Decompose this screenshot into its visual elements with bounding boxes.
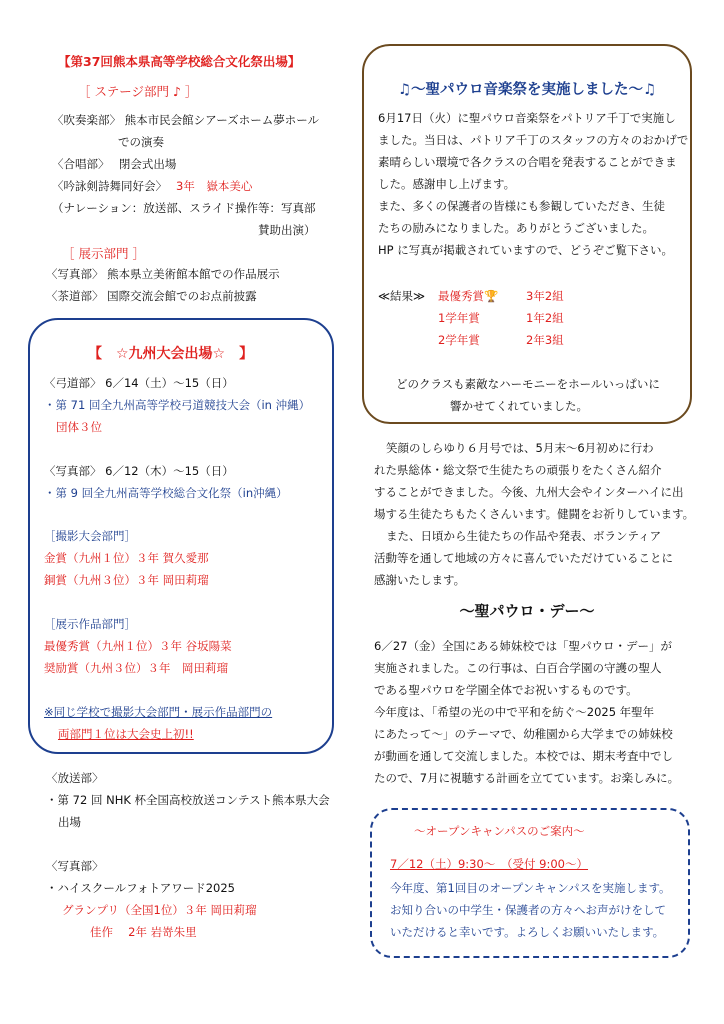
message-line: 場する生徒たちもたくさんいます。健闘をお祈りしています。 [374, 507, 695, 521]
photo2-header: 〈写真部〉 [46, 859, 104, 873]
message-line: 感謝いたします。 [374, 573, 466, 587]
paul-day-body: にあたって～」のテーマで、幼稚園から大学までの姉妹校 [374, 727, 673, 741]
concert-body: した。感謝申し上げます。 [378, 177, 516, 191]
concert-body: たちの励みになりました。ありがとうございました。 [378, 221, 654, 235]
result-award: 最優秀賞🏆 [438, 289, 499, 303]
concert-title: ♫～聖パウロ音楽祭を実施しました～♫ [398, 82, 656, 98]
open-campus-title: ～オープンキャンパスのご案内～ [414, 824, 585, 838]
broadcast-header: 〈放送部〉 [46, 771, 104, 785]
display-award: 最優秀賞（九州１位）３年 谷坂陽菜 [44, 639, 232, 653]
archery-date: 〈弓道部〉 6／14（土）～15（日） [44, 376, 234, 390]
result-class: 1年2組 [526, 311, 564, 325]
concert-body: ました。当日は、パトリア千丁のスタッフの方々のおかげで [378, 133, 689, 147]
photo2-award: 佳作 2年 岩嵜朱里 [90, 925, 197, 939]
stage-line: 〈合唱部〉 閉会式出場 [52, 157, 177, 171]
open-campus-body: 今年度、第1回目のオープンキャンパスを実施します。 [390, 881, 671, 895]
stage-line: （ナレーション：放送部、スライド操作等：写真部 [52, 201, 316, 215]
broadcast-line: ・第 72 回 NHK 杯全国高校放送コンテスト熊本県大会 [46, 793, 330, 807]
stage-line: 〈吹奏楽部〉 熊本市民会館シアーズホーム夢ホール [52, 113, 320, 127]
result-award: 1学年賞 [438, 311, 480, 325]
photo2-award: グランプリ（全国1位）３年 岡田莉瑠 [62, 903, 257, 917]
concert-closing: 響かせてくれていました。 [450, 399, 588, 413]
stage-line: での演奏 [118, 135, 164, 149]
record-note: 両部門１位は大会史上初!! [58, 727, 194, 741]
photo-date: 〈写真部〉 6／12（木）～15（日） [44, 464, 234, 478]
message-line: することができました。今後、九州大会やインターハイに出 [374, 485, 684, 499]
archery-result: 団体３位 [56, 420, 102, 434]
paul-day-body: である聖パウロを学園全体でお祝いするものです。 [374, 683, 638, 697]
display-header: ［展示作品部門］ [44, 617, 136, 631]
photo2-event: ・ハイスクールフォトアワード2025 [46, 881, 235, 895]
results-label: ≪結果≫ [378, 289, 426, 303]
broadcast-line: 出場 [58, 815, 81, 829]
record-note: ※同じ学校で撮影大会部門・展示作品部門の [44, 705, 273, 719]
ginei-member: 3年 嶽本美心 [176, 179, 253, 193]
display-award: 奨励賞（九州３位）３年 岡田莉瑠 [44, 661, 228, 675]
message-line: 笑顔のしらゆり６月号では、5月末～6月初めに行わ [386, 441, 654, 455]
concert-body: 素晴らしい環境で各クラスの合唱を発表することができま [378, 155, 677, 169]
paul-day-body: 6／27（金）全国にある姉妹校では「聖パウロ・デー」が [374, 639, 672, 653]
festival-title: 【第37回熊本県高等学校総合文化祭出場】 [58, 54, 301, 69]
photo-award: 銅賞（九州３位）３年 岡田莉瑠 [44, 573, 209, 587]
message-line: 活動等を通して地域の方々に喜んでいただけていることに [374, 551, 673, 565]
paul-day-body: 実施されました。この行事は、白百合学園の守護の聖人 [374, 661, 662, 675]
paul-day-title: ～聖パウロ・デー～ [459, 602, 595, 620]
exhibit-line: 〈写真部〉 熊本県立美術館本館での作品展示 [46, 267, 280, 281]
photo-event: ・第 9 回全九州高等学校総合文化祭（in沖縄） [44, 486, 288, 500]
stage-line: 〈吟詠剣詩舞同好会〉 [52, 179, 167, 193]
stage-header: ［ ステージ部門 ♪ ］ [78, 84, 198, 99]
paul-day-body: が動画を通して交流しました。本校では、期末考査中でし [374, 749, 673, 763]
archery-event: ・第 71 回全九州高等学校弓道競技大会（in 沖縄） [44, 398, 311, 412]
result-class: 2年3組 [526, 333, 564, 347]
open-campus-date: 7／12（土）9:30～ （受付 9:00～） [390, 857, 589, 871]
open-campus-body: いただけると幸いです。よろしくお願いいたします。 [390, 925, 665, 939]
message-line: れた県総体・総文祭で生徒たちの頑張りをたくさん紹介 [374, 463, 662, 477]
kyushu-title: 【 ☆九州大会出場☆ 】 [88, 346, 254, 362]
photo-header: ［撮影大会部門］ [44, 529, 136, 543]
exhibit-header: ［ 展示部門 ］ [62, 246, 145, 261]
result-class: 3年2組 [526, 289, 564, 303]
concert-body: 6月17日（火）に聖パウロ音楽祭をパトリア千丁で実施し [378, 111, 676, 125]
result-award: 2学年賞 [438, 333, 480, 347]
concert-body: また、多くの保護者の皆様にも参観していただき、生徒 [378, 199, 666, 213]
concert-body: HP に写真が掲載されていますので、どうぞご覧下さい。 [378, 243, 674, 257]
concert-closing: どのクラスも素敵なハーモニーをホールいっぱいに [396, 377, 660, 391]
paul-day-body: 今年度は、「希望の光の中で平和を紡ぐ～2025 年聖年 [374, 705, 655, 719]
exhibit-line: 〈茶道部〉 国際交流会館でのお点前披露 [46, 289, 257, 303]
stage-line: 賛助出演） [258, 223, 316, 237]
open-campus-body: お知り合いの中学生・保護者の方々へお声がけをして [390, 903, 666, 917]
paul-day-body: たので、7月に視聴する計画を立てています。お楽しみに。 [374, 771, 680, 785]
photo-award: 金賞（九州１位）３年 賀久愛那 [44, 551, 209, 565]
message-line: また、日頃から生徒たちの作品や発表、ボランティア [386, 529, 662, 543]
